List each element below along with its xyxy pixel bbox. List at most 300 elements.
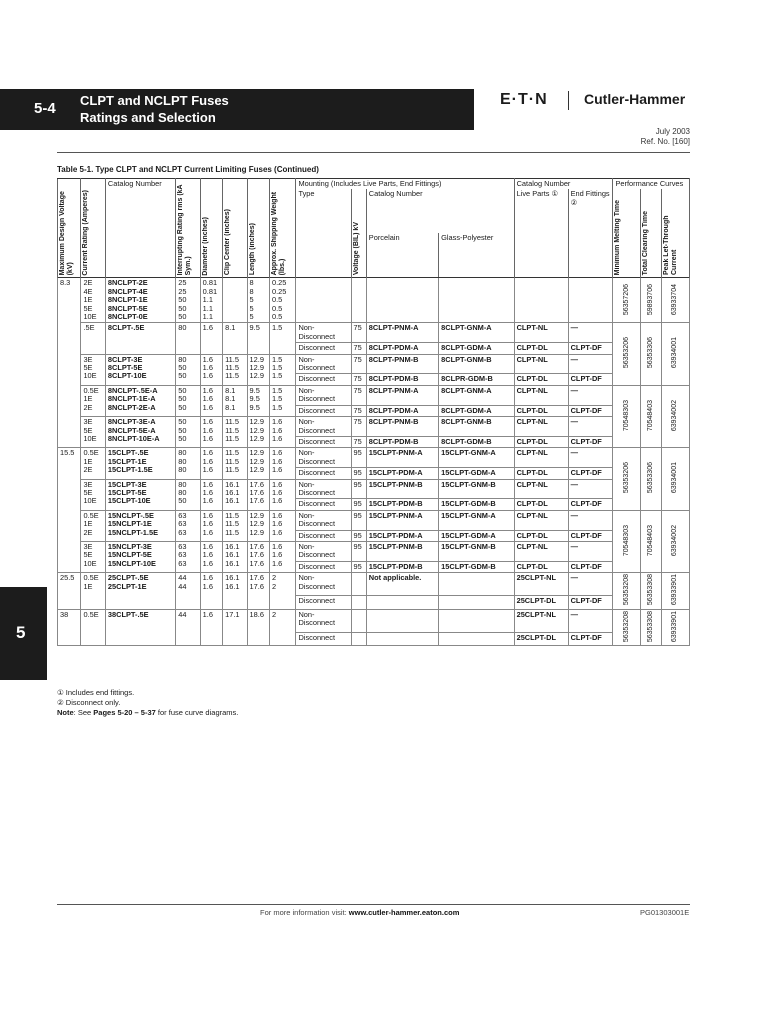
cell-weight: 1.6 1.6 1.6 bbox=[269, 510, 296, 541]
table-row bbox=[58, 541, 690, 561]
cell-peak-let-through-value: 63933704 bbox=[671, 283, 679, 315]
cell-porcelain: 15CLPT-PDM-A bbox=[366, 530, 438, 541]
footnote-2: ② Disconnect only. bbox=[57, 698, 121, 707]
table-row bbox=[58, 323, 690, 343]
cell-weight: 2 bbox=[269, 609, 296, 646]
cell-min-melting bbox=[613, 448, 641, 510]
cell-live-parts: CLPT-NL bbox=[514, 510, 568, 530]
th-mount-catalog: Catalog Number bbox=[366, 189, 514, 232]
cell-mount-type: Disconnect bbox=[296, 499, 351, 510]
cell-porcelain: Not applicable. bbox=[366, 573, 438, 596]
cell-glass: 8CLPT-GNM-A bbox=[439, 323, 514, 343]
cell-min-melting bbox=[613, 510, 641, 572]
cell-length: 12.9 12.9 12.9 bbox=[247, 354, 269, 385]
cell-weight: 1.5 1.5 1.5 bbox=[269, 385, 296, 416]
cell-length: 18.6 bbox=[247, 609, 269, 646]
cell-bil: 95 bbox=[351, 499, 366, 510]
cell-total-clearing bbox=[640, 278, 661, 323]
cell-amps: 3E 5E 10E bbox=[81, 479, 105, 510]
cell-porcelain: 15CLPT-PNM-B bbox=[366, 541, 438, 561]
cell-amps: 0.5E bbox=[81, 609, 105, 646]
cell-catalog: 8CLPT-.5E bbox=[105, 323, 175, 354]
cell-total-clearing bbox=[640, 609, 661, 646]
cell-catalog: 8NCLPT-.5E-A 8NCLPT-1E-A 8NCLPT-2E-A bbox=[105, 385, 175, 416]
cell-mount-type: Non- Disconnect bbox=[296, 479, 351, 499]
cell-interrupting: 63 63 63 bbox=[176, 510, 200, 541]
cell-peak-let-through-value: 63934001 bbox=[671, 337, 679, 369]
cell-bil: 95 bbox=[351, 530, 366, 541]
section-tab-number: 5 bbox=[16, 623, 26, 642]
cell-bil: 75 bbox=[351, 436, 366, 447]
cell-bil: 75 bbox=[351, 323, 366, 343]
cell-end-fittings: — bbox=[568, 479, 613, 499]
cell-end-fittings: — bbox=[568, 609, 613, 632]
cell-interrupting: 80 bbox=[176, 323, 200, 354]
cell-interrupting: 80 50 50 bbox=[176, 354, 200, 385]
date-block bbox=[641, 127, 690, 147]
cell-porcelain bbox=[366, 609, 438, 632]
cell-diameter: 1.6 1.6 1.6 bbox=[200, 417, 222, 448]
cell-porcelain: 15CLPT-PNM-A bbox=[366, 448, 438, 468]
cell-end-fittings: — bbox=[568, 448, 613, 468]
cell-mount-type: Non- Disconnect bbox=[296, 510, 351, 530]
footer-rule bbox=[57, 904, 690, 905]
cell-bil: 95 bbox=[351, 448, 366, 468]
cell-min-melting-value: 56353208 bbox=[622, 574, 630, 606]
footer-code: PG01303001E bbox=[640, 908, 690, 917]
cell-mount-type: Disconnect bbox=[296, 343, 351, 354]
cell-catalog: 25CLPT-.5E 25CLPT-1E bbox=[105, 573, 175, 610]
cell-interrupting: 80 80 80 bbox=[176, 448, 200, 479]
cell-porcelain: 15CLPT-PNM-B bbox=[366, 479, 438, 499]
cell-min-melting bbox=[613, 609, 641, 646]
cutler-hammer-logo: Cutler-Hammer bbox=[584, 91, 686, 107]
cell-mount-type: Non- Disconnect bbox=[296, 609, 351, 632]
cell-total-clearing-value: 70548403 bbox=[646, 524, 654, 556]
cell-total-clearing-value: 56353308 bbox=[646, 610, 654, 642]
cell-length: 9.5 bbox=[247, 323, 269, 354]
cell-live-parts: CLPT-DL bbox=[514, 343, 568, 354]
cell-amps: 2E 4E 1E 5E 10E bbox=[81, 278, 105, 323]
cell-porcelain: 8CLPT-PNM-B bbox=[366, 417, 438, 437]
cell-glass: 8CLPR-GDM-B bbox=[439, 374, 514, 385]
page-number: 5-4 bbox=[34, 100, 56, 117]
cell-glass bbox=[439, 609, 514, 632]
cell-porcelain: 15CLPT-PNM-A bbox=[366, 510, 438, 530]
page-title-line2: Ratings and Selection bbox=[80, 110, 216, 125]
cell-diameter: 1.6 bbox=[200, 609, 222, 646]
table-row bbox=[58, 354, 690, 374]
cell-glass: 15CLPT-GDM-B bbox=[439, 499, 514, 510]
cell-voltage: 38 bbox=[58, 609, 81, 646]
cell-mount-type bbox=[296, 278, 351, 323]
cell-porcelain: 8CLPT-PNM-A bbox=[366, 323, 438, 343]
cell-bil bbox=[351, 596, 366, 609]
cell-live-parts: CLPT-NL bbox=[514, 479, 568, 499]
cell-amps: 3E 5E 10E bbox=[81, 354, 105, 385]
cell-total-clearing-value: 56353308 bbox=[646, 574, 654, 606]
cell-total-clearing-value: 56353306 bbox=[646, 337, 654, 369]
cell-weight: 1.5 1.5 1.5 bbox=[269, 354, 296, 385]
cell-catalog: 15CLPT-.5E 15CLPT-1E 15CLPT-1.5E bbox=[105, 448, 175, 479]
cell-mount-type: Disconnect bbox=[296, 436, 351, 447]
cell-end-fittings: CLPT-DF bbox=[568, 374, 613, 385]
cell-porcelain: 8CLPT-PNM-B bbox=[366, 354, 438, 374]
cell-live-parts: CLPT-DL bbox=[514, 561, 568, 572]
cell-live-parts: CLPT-DL bbox=[514, 374, 568, 385]
cell-end-fittings: CLPT-DF bbox=[568, 561, 613, 572]
cell-voltage: 25.5 bbox=[58, 573, 81, 610]
cell-diameter: 0.81 0.81 1.1 1.1 1.1 bbox=[200, 278, 222, 323]
cell-live-parts: CLPT-NL bbox=[514, 541, 568, 561]
cell-peak-let-through bbox=[662, 573, 690, 610]
footnotes bbox=[57, 688, 238, 718]
eaton-logo: E·T·N bbox=[500, 91, 548, 108]
cell-amps: 3E 5E 10E bbox=[81, 417, 105, 448]
cell-interrupting: 25 25 50 50 50 bbox=[176, 278, 200, 323]
cell-live-parts: 25CLPT-DL bbox=[514, 632, 568, 645]
cell-amps: 0.5E 1E 2E bbox=[81, 510, 105, 541]
cell-peak-let-through-value: 63933901 bbox=[671, 574, 679, 606]
cell-live-parts: CLPT-DL bbox=[514, 499, 568, 510]
cell-glass: 15CLPT-GDM-A bbox=[439, 530, 514, 541]
cell-length: 17.6 17.6 bbox=[247, 573, 269, 610]
cell-amps: 3E 5E 10E bbox=[81, 541, 105, 572]
cell-live-parts: CLPT-DL bbox=[514, 530, 568, 541]
table-row bbox=[58, 479, 690, 499]
cell-catalog: 15NCLPT-.5E 15NCLPT-1E 15NCLPT-1.5E bbox=[105, 510, 175, 541]
logo-divider bbox=[568, 91, 569, 110]
cell-bil: 75 bbox=[351, 343, 366, 354]
cell-diameter: 1.6 1.6 1.6 bbox=[200, 510, 222, 541]
table-row bbox=[58, 417, 690, 437]
cell-peak-let-through bbox=[662, 448, 690, 510]
cell-glass: 8CLPT-GDM-B bbox=[439, 436, 514, 447]
cell-mount-type: Disconnect bbox=[296, 405, 351, 416]
cell-mount-type: Disconnect bbox=[296, 561, 351, 572]
cell-voltage: 8.3 bbox=[58, 278, 81, 448]
cell-total-clearing bbox=[640, 385, 661, 447]
cell-bil bbox=[351, 278, 366, 323]
cell-clip: 16.1 16.1 16.1 bbox=[223, 541, 247, 572]
cell-end-fittings: — bbox=[568, 385, 613, 405]
th-interrupting: Interrupting Rating rms (kA Sym.) bbox=[176, 179, 200, 278]
cell-end-fittings: CLPT-DF bbox=[568, 343, 613, 354]
cell-glass: 15CLPT-GDM-B bbox=[439, 561, 514, 572]
cell-mount-type: Disconnect bbox=[296, 632, 351, 645]
cell-min-melting bbox=[613, 278, 641, 323]
cell-glass: 8CLPT-GDM-A bbox=[439, 343, 514, 354]
cell-end-fittings: — bbox=[568, 510, 613, 530]
cell-glass: 15CLPT-GDM-A bbox=[439, 468, 514, 479]
cell-weight: 1.5 bbox=[269, 323, 296, 354]
cell-length: 12.9 12.9 12.9 bbox=[247, 417, 269, 448]
section-header-bar bbox=[0, 89, 474, 130]
cell-catalog: 15CLPT-3E 15CLPT-5E 15CLPT-10E bbox=[105, 479, 175, 510]
cell-bil: 75 bbox=[351, 385, 366, 405]
cell-catalog: 8CLPT-3E 8CLPT-5E 8CLPT-10E bbox=[105, 354, 175, 385]
cell-amps: 0.5E 1E 2E bbox=[81, 448, 105, 479]
cell-interrupting: 50 50 50 bbox=[176, 385, 200, 416]
cell-total-clearing bbox=[640, 323, 661, 385]
cell-end-fittings: CLPT-DF bbox=[568, 596, 613, 609]
th-current-rating: Current Rating (Amperes) bbox=[81, 179, 105, 278]
cell-catalog: 38CLPT-.5E bbox=[105, 609, 175, 646]
cell-live-parts: CLPT-NL bbox=[514, 323, 568, 343]
th-voltage-bil: Voltage (BIL) kV bbox=[351, 189, 366, 278]
cell-glass bbox=[439, 278, 514, 323]
cell-bil: 95 bbox=[351, 510, 366, 530]
cell-min-melting-value: 56357206 bbox=[622, 283, 630, 315]
cell-mount-type: Disconnect bbox=[296, 374, 351, 385]
cell-glass bbox=[439, 596, 514, 609]
cell-live-parts: CLPT-DL bbox=[514, 468, 568, 479]
table-row bbox=[58, 510, 690, 530]
section-tab bbox=[0, 587, 47, 680]
cell-peak-let-through-value: 63934002 bbox=[671, 399, 679, 431]
cell-mount-type: Non- Disconnect bbox=[296, 448, 351, 468]
cell-diameter: 1.6 1.6 1.6 bbox=[200, 479, 222, 510]
cell-clip: 11.5 11.5 11.5 bbox=[223, 510, 247, 541]
cell-catalog: 8NCLPT-2E 8NCLPT-4E 8NCLPT-1E 8NCLPT-5E 8NCLPT-0E bbox=[105, 278, 175, 323]
cell-amps: 0.5E 1E bbox=[81, 573, 105, 610]
cell-porcelain: 15CLPT-PDM-A bbox=[366, 468, 438, 479]
th-porcelain: Porcelain bbox=[366, 233, 438, 278]
th-glass-polyester: Glass-Polyester bbox=[439, 233, 514, 278]
cell-clip: 11.5 11.5 11.5 bbox=[223, 448, 247, 479]
cell-bil: 75 bbox=[351, 354, 366, 374]
cell-weight: 1.6 1.6 1.6 bbox=[269, 541, 296, 572]
cell-mount-type: Non- Disconnect bbox=[296, 417, 351, 437]
cell-weight: 1.6 1.6 1.6 bbox=[269, 417, 296, 448]
cell-length: 17.6 17.6 17.6 bbox=[247, 541, 269, 572]
cell-bil: 95 bbox=[351, 479, 366, 499]
fuse-table bbox=[57, 178, 690, 646]
cell-total-clearing bbox=[640, 510, 661, 572]
cell-voltage: 15.5 bbox=[58, 448, 81, 573]
cell-end-fittings: — bbox=[568, 573, 613, 596]
table-row bbox=[58, 609, 690, 632]
cell-porcelain: 8CLPT-PDM-A bbox=[366, 343, 438, 354]
cell-amps: .5E bbox=[81, 323, 105, 354]
cell-glass bbox=[439, 573, 514, 596]
cell-porcelain: 15CLPT-PDM-B bbox=[366, 561, 438, 572]
th-performance-curves: Performance Curves bbox=[613, 179, 690, 190]
th-min-melting: Minimum Melting Time bbox=[613, 189, 641, 278]
cell-min-melting-value: 70548303 bbox=[622, 399, 630, 431]
cell-diameter: 1.6 bbox=[200, 323, 222, 354]
th-max-voltage: Maximum Design Voltage (kV) bbox=[58, 179, 81, 278]
table-row bbox=[58, 573, 690, 596]
cell-clip: 8.1 8.1 8.1 bbox=[223, 385, 247, 416]
cell-peak-let-through-value: 63934002 bbox=[671, 524, 679, 556]
cell-total-clearing bbox=[640, 448, 661, 510]
cell-diameter: 1.6 1.6 1.6 bbox=[200, 448, 222, 479]
th-total-clearing: Total Clearing Time bbox=[640, 189, 661, 278]
cell-bil: 75 bbox=[351, 374, 366, 385]
cell-glass: 15CLPT-GNM-B bbox=[439, 541, 514, 561]
page-title-line1: CLPT and NCLPT Fuses bbox=[80, 93, 229, 108]
th-catalog-number: Catalog Number bbox=[105, 179, 175, 278]
cell-clip bbox=[223, 278, 247, 323]
th-type: Type bbox=[296, 189, 351, 278]
cell-porcelain: 8CLPT-PDM-B bbox=[366, 436, 438, 447]
cell-end-fittings: CLPT-DF bbox=[568, 405, 613, 416]
footnote-1: ① Includes end fittings. bbox=[57, 688, 135, 697]
th-peak-let-through: Peak Let-Through Current bbox=[662, 189, 690, 278]
th-diameter: Diameter (inches) bbox=[200, 179, 222, 278]
cell-length: 8 8 5 5 5 bbox=[247, 278, 269, 323]
cell-clip: 17.1 bbox=[223, 609, 247, 646]
cell-total-clearing-value: 70548403 bbox=[646, 399, 654, 431]
cell-total-clearing bbox=[640, 573, 661, 610]
cell-end-fittings: CLPT-DF bbox=[568, 632, 613, 645]
cell-clip: 8.1 bbox=[223, 323, 247, 354]
footer-url[interactable]: www.cutler-hammer.eaton.com bbox=[348, 908, 460, 917]
cell-glass: 15CLPT-GNM-A bbox=[439, 510, 514, 530]
cell-bil bbox=[351, 573, 366, 596]
cell-glass bbox=[439, 632, 514, 645]
cell-clip: 16.1 16.1 bbox=[223, 573, 247, 610]
cell-min-melting-value: 56353208 bbox=[622, 610, 630, 642]
cell-live-parts bbox=[514, 278, 568, 323]
cell-end-fittings: — bbox=[568, 323, 613, 343]
footnote-note: Note: See Pages 5-20 – 5-37 for fuse curve diagrams. bbox=[57, 708, 239, 717]
cell-min-melting-value: 70548303 bbox=[622, 524, 630, 556]
cell-weight: 0.25 0.25 0.5 0.5 0.5 bbox=[269, 278, 296, 323]
footer-info: For more information visit: www.cutler-hammer.eaton.com bbox=[260, 908, 460, 917]
cell-catalog: 15NCLPT-3E 15NCLPT-5E 15NCLPT-10E bbox=[105, 541, 175, 572]
cell-clip: 11.5 11.5 11.5 bbox=[223, 417, 247, 448]
th-live-parts: Live Parts ① bbox=[514, 189, 568, 278]
date: July 2003 bbox=[655, 127, 690, 136]
cell-total-clearing-value: 59893706 bbox=[646, 283, 654, 315]
cell-length: 12.9 12.9 12.9 bbox=[247, 448, 269, 479]
cell-amps: 0.5E 1E 2E bbox=[81, 385, 105, 416]
cell-diameter: 1.6 1.6 1.6 bbox=[200, 541, 222, 572]
cell-peak-let-through bbox=[662, 609, 690, 646]
cell-porcelain: 15CLPT-PDM-B bbox=[366, 499, 438, 510]
cell-interrupting: 63 63 63 bbox=[176, 541, 200, 572]
cell-min-melting bbox=[613, 385, 641, 447]
cell-porcelain: 8CLPT-PDM-A bbox=[366, 405, 438, 416]
cell-porcelain: 8CLPT-PDM-B bbox=[366, 374, 438, 385]
cell-weight: 1.6 1.6 1.6 bbox=[269, 479, 296, 510]
cell-end-fittings: — bbox=[568, 417, 613, 437]
cell-glass: 8CLPT-GNM-B bbox=[439, 354, 514, 374]
cell-end-fittings: CLPT-DF bbox=[568, 530, 613, 541]
cell-mount-type: Non- Disconnect bbox=[296, 354, 351, 374]
cell-diameter: 1.6 1.6 1.6 bbox=[200, 385, 222, 416]
cell-porcelain: 8CLPT-PNM-A bbox=[366, 385, 438, 405]
cell-bil: 75 bbox=[351, 417, 366, 437]
cell-glass: 8CLPT-GDM-A bbox=[439, 405, 514, 416]
cell-glass: 8CLPT-GNM-B bbox=[439, 417, 514, 437]
cell-bil bbox=[351, 609, 366, 632]
cell-min-melting bbox=[613, 573, 641, 610]
cell-diameter: 1.6 1.6 1.6 bbox=[200, 354, 222, 385]
cell-mount-type: Disconnect bbox=[296, 596, 351, 609]
cell-end-fittings: CLPT-DF bbox=[568, 436, 613, 447]
cell-peak-let-through bbox=[662, 385, 690, 447]
table-row bbox=[58, 448, 690, 468]
cell-bil bbox=[351, 632, 366, 645]
table-title: Table 5-1. Type CLPT and NCLPT Current Limiting Fuses (Continued) bbox=[57, 165, 319, 174]
cell-peak-let-through-value: 63934001 bbox=[671, 462, 679, 494]
cell-end-fittings: CLPT-DF bbox=[568, 468, 613, 479]
cell-length: 17.6 17.6 17.6 bbox=[247, 479, 269, 510]
cell-clip: 16.1 16.1 16.1 bbox=[223, 479, 247, 510]
cell-min-melting-value: 56353206 bbox=[622, 337, 630, 369]
cell-weight: 1.6 1.6 1.6 bbox=[269, 448, 296, 479]
cell-mount-type: Disconnect bbox=[296, 530, 351, 541]
cell-clip: 11.5 11.5 11.5 bbox=[223, 354, 247, 385]
cell-length: 9.5 9.5 9.5 bbox=[247, 385, 269, 416]
cell-live-parts: CLPT-NL bbox=[514, 385, 568, 405]
cell-porcelain bbox=[366, 632, 438, 645]
th-catalog-number-2: Catalog Number bbox=[514, 179, 613, 190]
th-length: Length (inches) bbox=[247, 179, 269, 278]
cell-bil: 95 bbox=[351, 541, 366, 561]
th-mounting: Mounting (Includes Live Parts, End Fittings) bbox=[296, 179, 514, 190]
cell-mount-type: Non- Disconnect bbox=[296, 541, 351, 561]
cell-live-parts: CLPT-NL bbox=[514, 354, 568, 374]
cell-bil: 95 bbox=[351, 468, 366, 479]
cell-live-parts: CLPT-NL bbox=[514, 417, 568, 437]
cell-porcelain bbox=[366, 278, 438, 323]
cell-diameter: 1.6 1.6 bbox=[200, 573, 222, 610]
cell-glass: 15CLPT-GNM-B bbox=[439, 479, 514, 499]
cell-glass: 15CLPT-GNM-A bbox=[439, 448, 514, 468]
th-end-fittings: End Fittings ② bbox=[568, 189, 613, 278]
cell-total-clearing-value: 56353306 bbox=[646, 462, 654, 494]
cell-peak-let-through-value: 63933901 bbox=[671, 610, 679, 642]
cell-end-fittings: — bbox=[568, 541, 613, 561]
table-row bbox=[58, 385, 690, 405]
cell-interrupting: 50 50 50 bbox=[176, 417, 200, 448]
cell-end-fittings bbox=[568, 278, 613, 323]
cell-end-fittings: — bbox=[568, 354, 613, 374]
cell-bil: 75 bbox=[351, 405, 366, 416]
th-weight: Approx. Shipping Weight (lbs.) bbox=[269, 179, 296, 278]
cell-weight: 2 2 bbox=[269, 573, 296, 610]
cell-peak-let-through bbox=[662, 278, 690, 323]
cell-peak-let-through bbox=[662, 323, 690, 385]
cell-mount-type: Non- Disconnect bbox=[296, 323, 351, 343]
cell-catalog: 8NCLPT-3E-A 8NCLPT-5E-A 8NCLPT-10E-A bbox=[105, 417, 175, 448]
cell-bil: 95 bbox=[351, 561, 366, 572]
cell-live-parts: 25CLPT-DL bbox=[514, 596, 568, 609]
cell-min-melting-value: 56353206 bbox=[622, 462, 630, 494]
cell-peak-let-through bbox=[662, 510, 690, 572]
cell-end-fittings: CLPT-DF bbox=[568, 499, 613, 510]
cell-interrupting: 44 44 bbox=[176, 573, 200, 610]
cell-live-parts: 25CLPT-NL bbox=[514, 609, 568, 632]
cell-live-parts: CLPT-DL bbox=[514, 436, 568, 447]
cell-length: 12.9 12.9 12.9 bbox=[247, 510, 269, 541]
cell-live-parts: 25CLPT-NL bbox=[514, 573, 568, 596]
table-row bbox=[58, 278, 690, 323]
cell-interrupting: 44 bbox=[176, 609, 200, 646]
cell-porcelain bbox=[366, 596, 438, 609]
cell-mount-type: Non- Disconnect bbox=[296, 573, 351, 596]
cell-mount-type: Disconnect bbox=[296, 468, 351, 479]
cell-glass: 8CLPT-GNM-A bbox=[439, 385, 514, 405]
ref-number: Ref. No. [160] bbox=[640, 137, 690, 146]
cell-mount-type: Non- Disconnect bbox=[296, 385, 351, 405]
cell-min-melting bbox=[613, 323, 641, 385]
header-rule bbox=[57, 152, 690, 153]
